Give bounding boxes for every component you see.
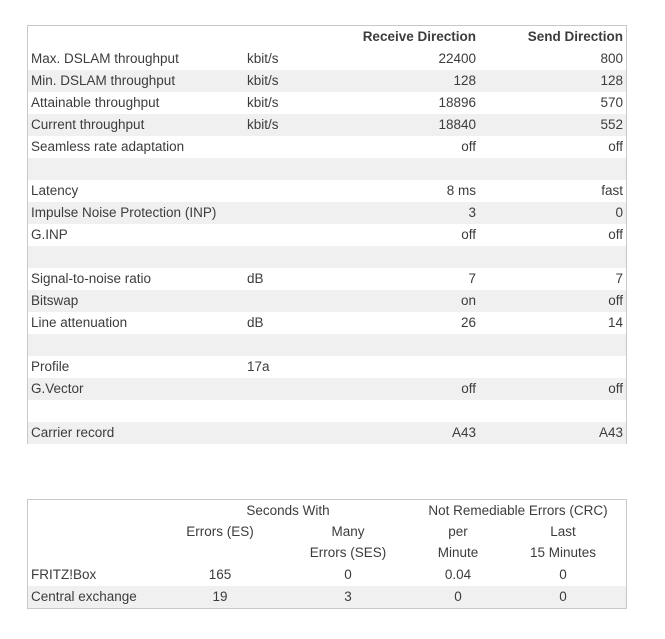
table-row [28,268,626,290]
table-row [28,158,626,180]
row-name: Latency [31,183,79,198]
row-unit: dB [247,271,264,286]
row-receive-value: 18896 [438,95,476,110]
header-receive-direction: Receive Direction [362,29,476,44]
row-name: G.INP [31,227,68,242]
row-last-15: 0 [559,589,567,604]
table-row [28,378,626,400]
row-name: Attainable throughput [31,95,160,110]
row-receive-value: 8 ms [446,183,476,198]
header-errors-es: Errors (ES) [186,524,254,539]
row-name: Signal-to-noise ratio [31,271,152,286]
table-row [28,224,626,246]
row-errors-ses: 0 [344,567,352,582]
header-errors-ses: Errors (SES) [309,545,387,560]
header-crc-errors: Not Remediable Errors (CRC) [428,503,608,518]
row-unit: kbit/s [247,73,279,88]
row-unit: kbit/s [247,117,279,132]
row-send-value: off [608,293,623,308]
table-row [28,180,626,202]
row-name: Carrier record [31,425,115,440]
row-send-value: off [608,227,623,242]
row-receive-value: 128 [453,73,476,88]
table-row [28,70,626,92]
table-row [28,290,626,312]
header-send-direction: Send Direction [527,29,623,44]
table-row [28,422,626,444]
row-receive-value: off [461,227,476,242]
table-row [28,114,626,136]
row-send-value: A43 [598,425,623,440]
table-row [28,48,626,70]
row-name: G.Vector [31,381,84,396]
table-row [28,92,626,114]
row-send-value: 14 [607,315,623,330]
row-receive-value: 3 [468,205,476,220]
row-name: Max. DSLAM throughput [31,51,179,66]
row-send-value: 0 [615,205,623,220]
row-send-value: 570 [600,95,623,110]
row-name: FRITZ!Box [31,567,97,582]
row-receive-value: 7 [468,271,476,286]
row-unit: 17a [247,359,270,374]
table-row [28,312,626,334]
row-send-value: fast [601,183,623,198]
table-header-row [28,26,626,48]
row-name: Min. DSLAM throughput [31,73,176,88]
row-receive-value: 26 [460,315,476,330]
row-name: Seamless rate adaptation [31,139,185,154]
row-send-value: 552 [600,117,623,132]
table-row [28,586,626,608]
row-receive-value: A43 [451,425,476,440]
row-name: Impulse Noise Protection (INP) [31,205,217,220]
row-receive-value: 18840 [438,117,476,132]
table-row [28,136,626,158]
row-send-value: off [608,381,623,396]
row-send-value: 800 [600,51,623,66]
table-row [28,246,626,268]
row-send-value: 7 [615,271,623,286]
row-receive-value: off [461,139,476,154]
table-row [28,202,626,224]
row-unit: dB [247,315,264,330]
row-errors-es: 165 [208,567,232,582]
row-per-minute: 0.04 [444,567,472,582]
row-unit: kbit/s [247,95,279,110]
row-errors-es: 19 [212,589,228,604]
table-row [28,356,626,378]
dsl-line-table [27,25,627,444]
row-send-value: 128 [600,73,623,88]
row-receive-value: on [460,293,476,308]
header-many: Many [331,524,365,539]
row-receive-value: 22400 [438,51,476,66]
row-last-15: 0 [559,567,567,582]
row-errors-ses: 3 [344,589,352,604]
header-seconds-with: Seconds With [246,503,330,518]
error-stats-table [27,499,627,609]
row-per-minute: 0 [454,589,462,604]
row-name: Line attenuation [31,315,128,330]
header-per: per [448,524,468,539]
row-name: Profile [31,359,70,374]
header-last: Last [550,524,576,539]
table-row [28,564,626,586]
table-row [28,400,626,422]
row-name: Current throughput [31,117,145,132]
row-receive-value: off [461,381,476,396]
header-15-minutes: 15 Minutes [529,545,597,560]
row-name: Bitswap [31,293,79,308]
table-row [28,334,626,356]
header-minute: Minute [437,545,479,560]
row-send-value: off [608,139,623,154]
row-name: Central exchange [31,589,137,604]
row-unit: kbit/s [247,51,279,66]
